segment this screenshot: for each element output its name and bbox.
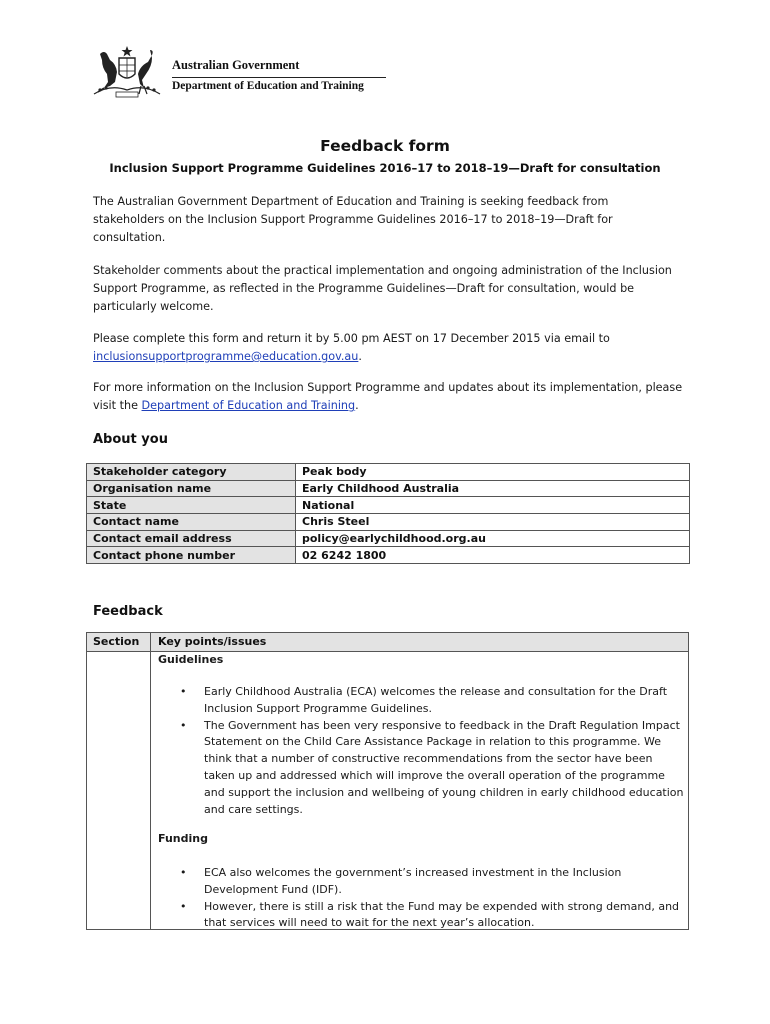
department-link[interactable]: Department of Education and Training	[141, 399, 356, 412]
guidelines-list	[158, 684, 686, 818]
guidelines-heading: Guidelines	[158, 653, 224, 666]
intro-paragraph-3-text: Please complete this form and return it by 5.00 pm AEST on 17 December 2015 via email to	[93, 332, 610, 345]
page-title: Feedback form	[320, 137, 450, 155]
funding-heading: Funding	[158, 832, 208, 845]
about-table	[86, 463, 690, 564]
row-value: Peak body	[296, 464, 690, 481]
list-item	[158, 684, 686, 718]
table-row	[87, 547, 690, 564]
row-value: National	[296, 497, 690, 514]
list-item	[158, 865, 686, 899]
government-name: Australian Government	[172, 58, 300, 72]
table-row	[87, 530, 690, 547]
column-header-key-points: Key points/issues	[158, 635, 267, 648]
row-label: State	[87, 497, 296, 514]
row-label: Stakeholder category	[87, 464, 296, 481]
row-value: Early Childhood Australia	[296, 480, 690, 497]
table-row	[87, 497, 690, 514]
government-logo	[90, 44, 390, 100]
intro-paragraph-2: Stakeholder comments about the practical implementation and ongoing administration of the Inclusion Support Programme, as reflected in the Programme Guidelines—Draft for consultation, would be particularly welcome.	[93, 264, 672, 313]
column-divider	[150, 633, 151, 929]
row-label: Organisation name	[87, 480, 296, 497]
funding-list	[158, 865, 686, 932]
row-label: Contact name	[87, 514, 296, 531]
intro-paragraph-4	[93, 379, 683, 415]
feedback-table-header	[87, 633, 688, 652]
page-subtitle: Inclusion Support Programme Guidelines 2016–17 to 2018–19—Draft for consultation	[109, 161, 661, 175]
list-item-text: ECA also welcomes the government’s increased investment in the Inclusion Development Fund (IDF).	[204, 866, 622, 896]
email-link[interactable]: inclusionsupportprogramme@education.gov.au	[93, 350, 359, 363]
bullet-icon: •	[180, 866, 187, 879]
bullet-icon: •	[180, 899, 187, 913]
table-row	[87, 480, 690, 497]
list-item-text: However, there is still a risk that the Fund may be expended with strong demand, and that services will need to wait for the next year’s allocation.	[204, 899, 680, 930]
about-heading: About you	[93, 432, 168, 447]
intro-paragraph-3	[93, 330, 683, 366]
row-value: 02 6242 1800	[296, 547, 690, 564]
intro-paragraph-4-end: .	[355, 399, 359, 412]
feedback-table	[86, 632, 689, 930]
table-row	[87, 464, 690, 481]
bullet-icon: •	[180, 718, 187, 732]
list-item-text: Early Childhood Australia (ECA) welcomes the release and consultation for the Draft Inclusion Support Programme Guidelines.	[204, 685, 668, 715]
intro-paragraph-4-text: For more information on the Inclusion Support Programme and updates about its implementation, please visit the	[93, 381, 683, 412]
bullet-icon: •	[180, 685, 187, 698]
row-label: Contact phone number	[87, 547, 296, 564]
row-value: policy@earlychildhood.org.au	[296, 530, 690, 547]
coat-of-arms-icon	[90, 44, 164, 100]
feedback-heading: Feedback	[93, 604, 163, 619]
column-header-section: Section	[93, 635, 140, 648]
list-item	[158, 899, 686, 933]
department-name: Department of Education and Training	[172, 80, 364, 92]
list-item-text: The Government has been very responsive to feedback in the Draft Regulation Impact Statement on the Child Care Assistance Package in relation to this programme. We think that a number of constructive recommendations from the sector have been taken up and addressed which will improve the overall operation of the programme and support the inclusion and wellbeing of young children in early childhood education and care settings.	[204, 718, 684, 816]
header-divider	[172, 77, 386, 78]
list-item	[158, 718, 686, 819]
intro-paragraph-1: The Australian Government Department of Education and Training is seeking feedback from stakeholders on the Inclusion Support Programme Guidelines 2016–17 to 2018–19—Draft for consultation.	[93, 195, 613, 244]
row-label: Contact email address	[87, 530, 296, 547]
table-row	[87, 514, 690, 531]
intro-paragraph-3-end: .	[358, 350, 362, 363]
row-value: Chris Steel	[296, 514, 690, 531]
